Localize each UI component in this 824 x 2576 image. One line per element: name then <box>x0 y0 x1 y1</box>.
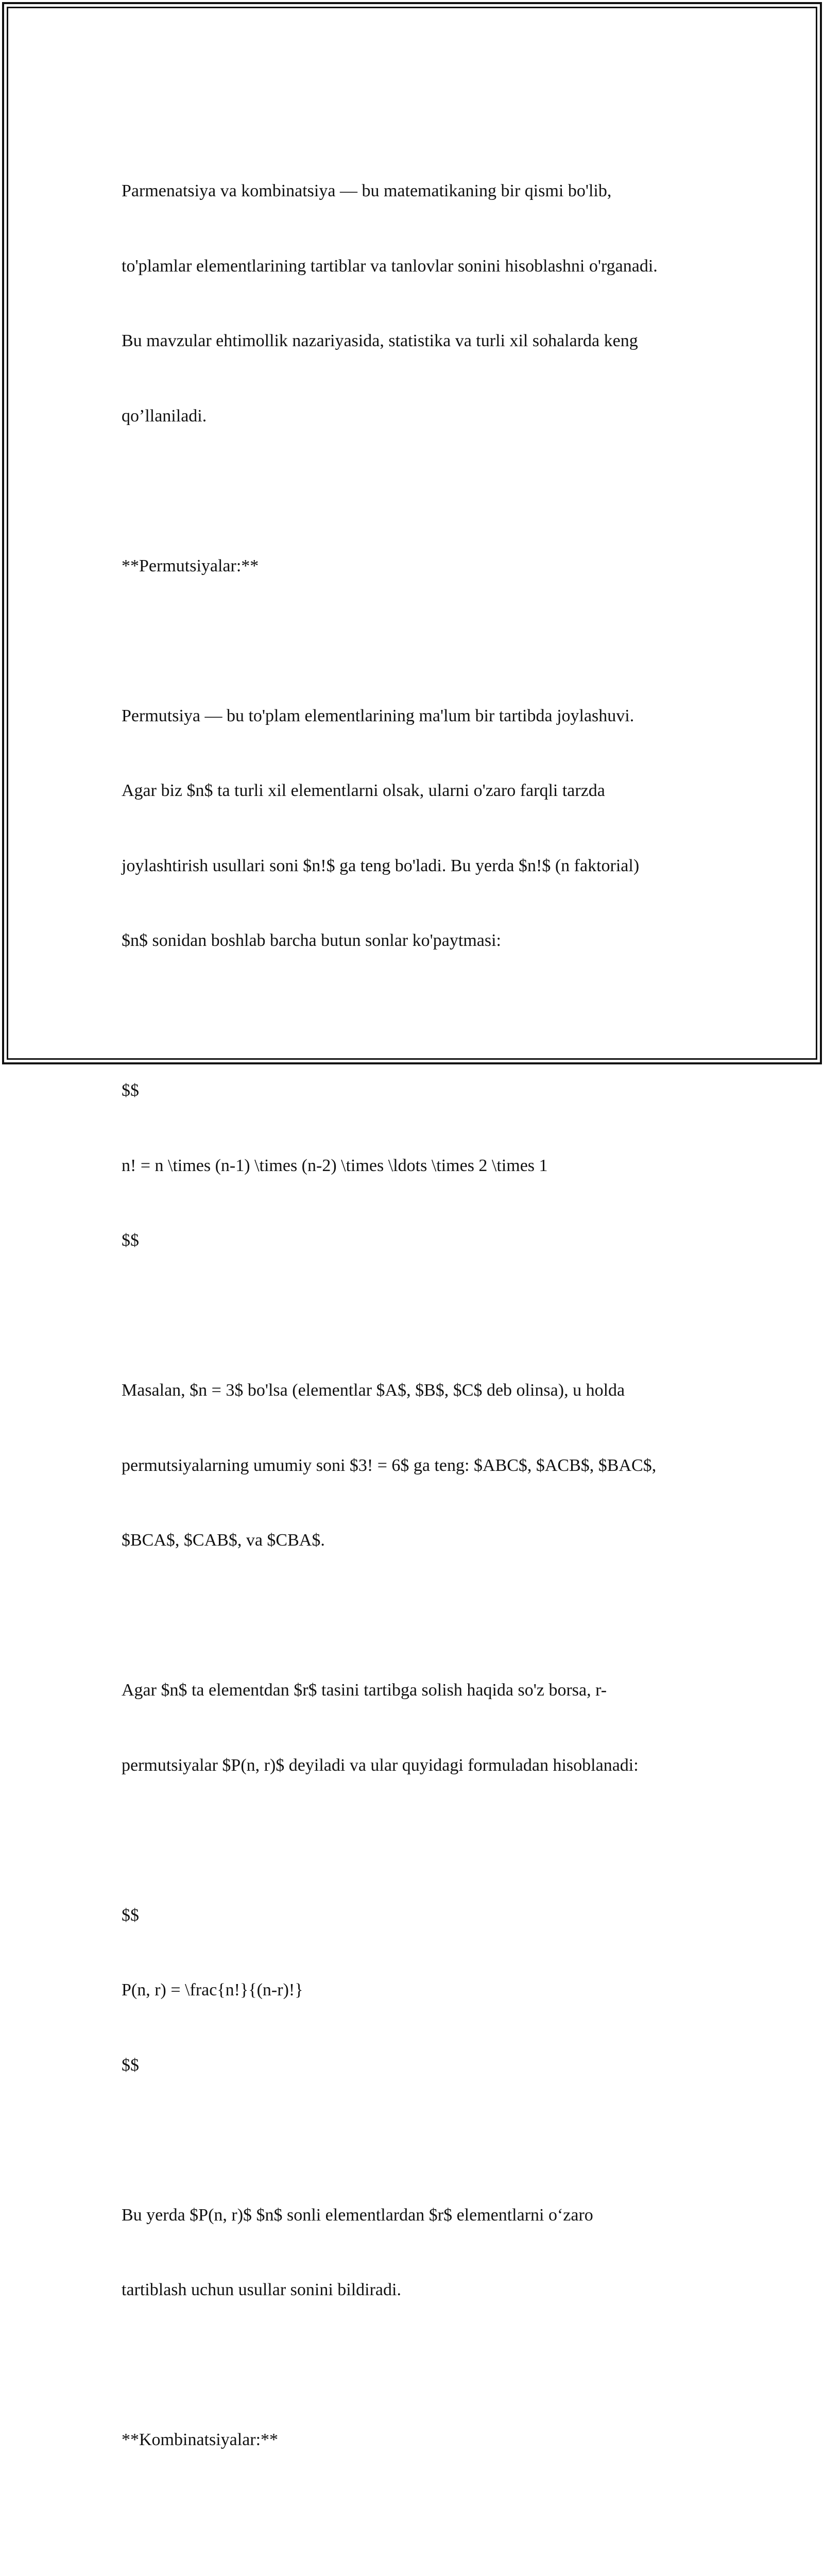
formula-line: P(n, r) = \frac{n!}{(n-r)!} <box>122 1980 303 1999</box>
text-line: Bu mavzular ehtimollik nazariyasida, statistika va turli xil sohalarda keng <box>122 331 638 350</box>
heading-line: **Kombinatsiyalar:** <box>122 2430 279 2449</box>
text-line: qo’llaniladi. <box>122 406 207 426</box>
text-line: permutsiyalar $P(n, r)$ deyiladi va ular quyidagi formuladan hisoblanadi: <box>122 1755 639 1775</box>
text-line: Permutsiya — bu to'plam elementlarining ma'lum bir tartibda joylashuvi. <box>122 706 634 725</box>
r-permutation-formula-block <box>122 1853 714 2128</box>
text-line: $n$ sonidan boshlab barcha butun sonlar ko'paytmasi: <box>122 931 501 950</box>
text-line: Agar $n$ ta elementdan $r$ tasini tartibga solish haqida so'z borsa, r- <box>122 1681 607 1700</box>
text-line: permutsiyalarning umumiy soni $3! = 6$ ga teng: $ABC$, $ACB$, $BAC$, <box>122 1455 657 1475</box>
text-line: tartiblash uchun usullar sonini bildiradi. <box>122 2280 401 2299</box>
text-line: Masalan, $n = 3$ bo'lsa (elementlar $A$, $B$, $C$ deb olinsa), u holda <box>122 1381 625 1400</box>
example-paragraph <box>122 1328 714 1603</box>
section-heading-permutations <box>122 504 714 629</box>
text-line: to'plamlar elementlarining tartiblar va tanlovlar sonini hisoblashni o'rganadi. <box>122 256 658 276</box>
document-body <box>122 129 714 2576</box>
factorial-formula-block <box>122 1028 714 1303</box>
permutation-definition-paragraph <box>122 654 714 1004</box>
text-line: Parmenatsiya va kombinatsiya — bu matematikaning bir qismi bo'lib, <box>122 181 612 200</box>
heading-line: **Permutsiyalar:** <box>122 556 259 575</box>
section-heading-combinations <box>122 2378 714 2503</box>
formula-line: n! = n \times (n-1) \times (n-2) \times \ldots \times 2 \times 1 <box>122 1156 548 1175</box>
formula-delimiter: $$ <box>122 2055 139 2075</box>
combination-definition-paragraph <box>122 2528 714 2576</box>
text-line: Bu yerda $P(n, r)$ $n$ sonli elementlardan $r$ elementlarni o‘zaro <box>122 2205 593 2225</box>
formula-explanation-paragraph <box>122 2153 714 2353</box>
text-line: joylashtirish usullari soni $n!$ ga teng bo'ladi. Bu yerda $n!$ (n faktorial) <box>122 856 640 875</box>
formula-delimiter: $$ <box>122 1081 139 1100</box>
intro-paragraph <box>122 129 714 479</box>
text-line: Agar biz $n$ ta turli xil elementlarni olsak, ularni o'zaro farqli tarzda <box>122 781 605 800</box>
text-line: $BCA$, $CAB$, va $CBA$. <box>122 1531 325 1550</box>
formula-delimiter: $$ <box>122 1905 139 1925</box>
formula-delimiter: $$ <box>122 1231 139 1250</box>
r-permutation-paragraph <box>122 1628 714 1828</box>
